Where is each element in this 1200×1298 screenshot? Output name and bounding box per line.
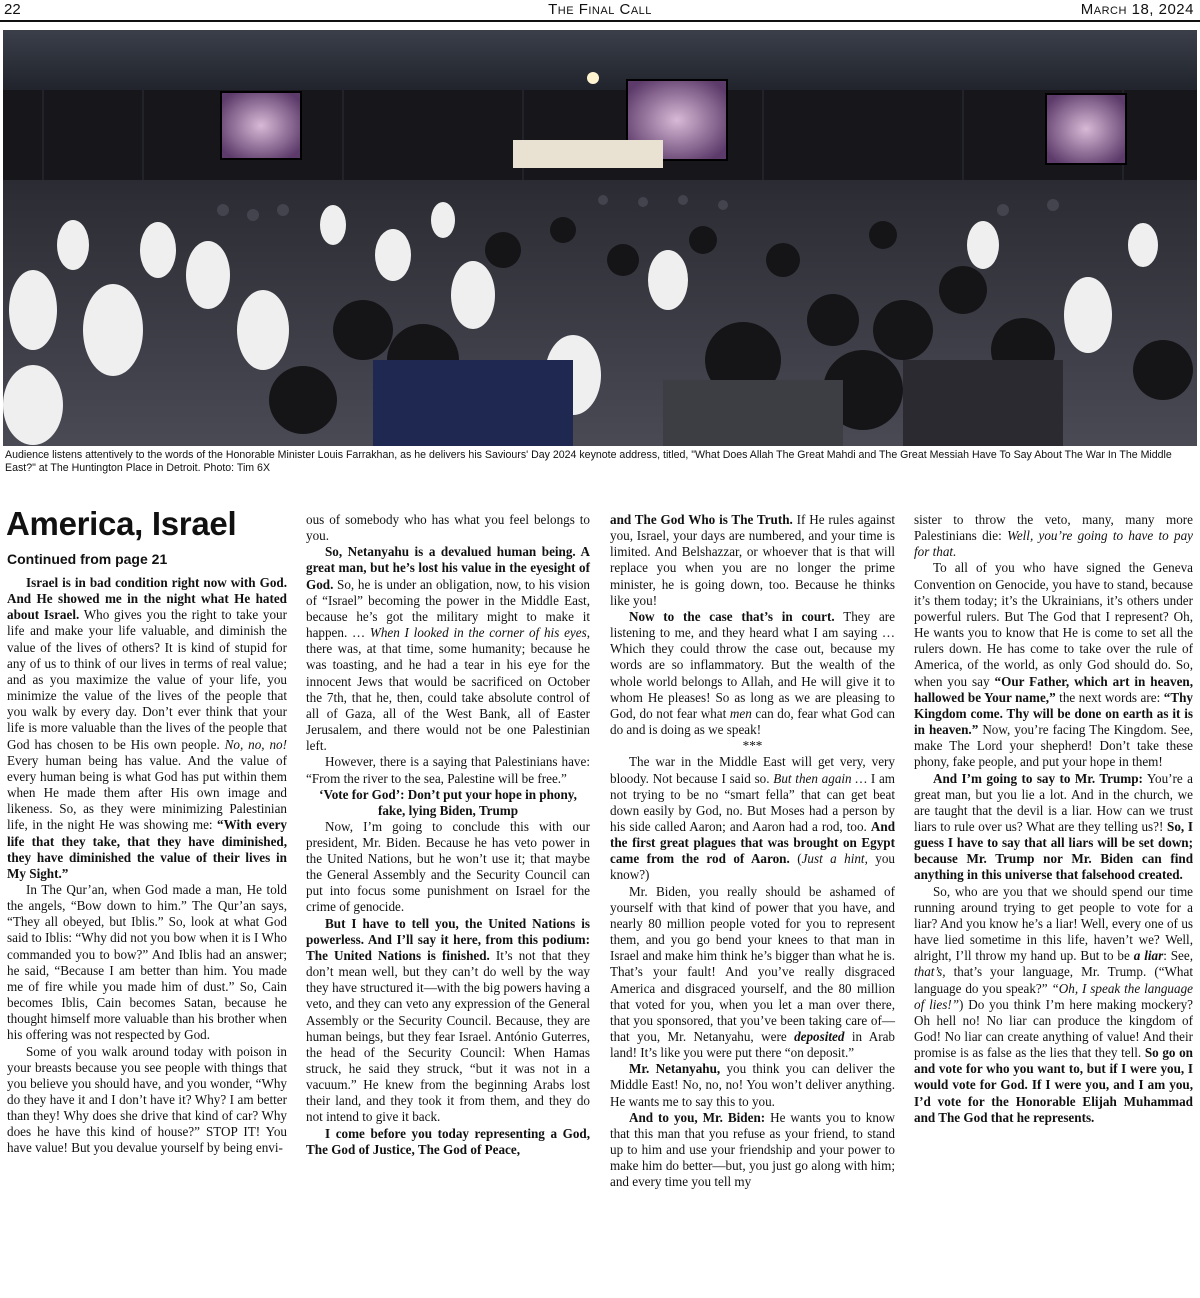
section-break: *** [742,738,763,754]
paragraph: ous of somebody who has what you feel belongs to you. [306,512,590,544]
paragraph: Some of you walk around today with poison in your breasts because you see people with things that you believe you should have, and you wonder, “Why do they have it and I don’t have it? Why? I am better than they! Why does she drive that kind of car? Why does he have this kind of house?” STOP IT! You have value! But you devalue yourself by being envi- [7,1043,287,1156]
continued-line: Continued from page 21 [7,551,168,567]
paragraph: In The Qur’an, when God made a man, He told the angels, “Bow down to him.” The Qur’an says, “They all obeyed, but Iblis.” So, look at what God said to Iblis: “Why did not you bow when it is I Who commanded you to bow?” And Iblis had an answer; he said, “Because I am better than him. You made me of fire while you made him of dust.” So, Cain becomes Iblis, Cain becomes Satan, because he thought himself more valuable than his brother when his offering was not respected by God. [7,881,287,1043]
paragraph: So, who are you that we should spend our time running around trying to get people to vote for a liar? And you know he’s a liar! Well, every one of us have lied sometime in this life, haven’t we? Well, alright, I’ll throw my hand up. But to be a liar: See, that’s, that’s your language, Mr. Trump. (“What language do you speak?” “Oh, I speak the language of lies!”) Do you think I’m here making mockery? Oh hell no! No liar can produce the kingdom of God! No liar can create anything of value! And their promise is as false as the lies that they tell. So go on and vote for who you want to, but if I were you, I would vote for God. If I were you, and I am you, I’d vote for the Honorable Elijah Muhammad and The God that he represents. [914,883,1193,1125]
paragraph: Now, I’m going to conclude this with our president, Mr. Biden. Because he has veto power in the United Nations, but he won’t use it; that maybe the General Assembly and the Security Council can put into focus some punishment on Israel for the crime of genocide. [306,818,590,915]
paragraph: sister to throw the veto, many, many more Palestinians die: Well, you’re going to have to pay for that. [914,512,1193,560]
publication-name: The Final Call [548,1,652,18]
issue-date: March 18, 2024 [1080,1,1194,18]
article-column-4 [914,512,1193,1126]
article-subhead: ‘Vote for God’: Don’t put your hope in phony, fake, lying Biden, Trump [319,786,577,818]
paragraph: And to you, Mr. Biden: He wants you to know that this man that you refuse as your friend, to stand up to him and use your friendship and your power to make him do better—but, you just go along with him; and every time you tell my [610,1109,895,1190]
paragraph: I come before you today representing a God, The God of Justice, The God of Peace, [306,1125,590,1157]
photo-caption: Audience listens attentively to the words of the Honorable Minister Louis Farrakhan, as he delivers his Saviours' Day 2024 keynote address, titled, "What Does Allah The Great Mahdi and The Great Messiah Have To Say About The War In The Middle East?" at The Huntington Place in Detroit. Photo: Tim 6X [5,449,1172,474]
article-column-2 [306,512,590,1158]
paragraph: The war in the Middle East will get very, very bloody. Not because I said so. But then again … I am not trying to be no “smart fella” that can get beat down easily by God, no. But Moses had a person by his side called Aaron; and Aaron had a rod, too. And the first great plagues that was brought on Egypt came from the rod of Aaron. (Just a hint, you know?) [610,754,896,883]
paragraph: To all of you who have signed the Geneva Convention on Genocide, you have to stand, because it’s them today; it’s the Ukrainians, it’s others under powerful rulers. But The God that I represent? Oh, He wants you to know that He is come to set all the rulers down. He has come to take over the rule of America, of the world, as only God should do. So, when you say “Our Father, which art in heaven, hallowed be Your name,” the next words are: “Thy Kingdom come. Thy will be done on earth as it is in heaven.” Now, you’re facing The Kingdom. See, make The Lord your shepherd! Don’t take these phony, fake people, and put your hope in them! [914,560,1194,770]
paragraph: Mr. Netanyahu, you think you can deliver the Middle East! No, no, no! You won’t deliver anything. He wants me to say this to you. [610,1061,896,1109]
photo-illustration [3,30,1197,446]
paragraph: Israel is in bad condition right now with God. And He showed me in the night what He hated about Israel. Who gives you the right to take your life and make your life valuable, and diminish the value of the lives of others? It is kind of stupid for any of us to think of our lives in terms of real value; and as you maximize the value of your life, you minimize the value of the lives of the people that you walk by every day. Don’t ever think that your life is more valuable than the lives of the people that God has chosen to be His own people. No, no, no! Every human being has value. And the value of every human being is what God has put within them when He made them after His own image and likeness. So, as they were minimizing Palestinian life, in the night He was showing me: “With every life that they take, that they have diminished, they have diminished the value of their lives in My Sight.” [7,575,287,881]
convention-photo [3,30,1197,446]
paragraph: Now to the case that’s in court. They are listening to me, and they heard what I am saying … Which they could throw the case out, because my words are so inflammatory. But the wealth of the whole world belongs to Allah, and He will give it to whom He pleases! So as long as we are pleasing to God, do not fear what men can do, fear what God can do and is doing as we speak! [610,608,896,738]
page-number: 22 [4,1,21,18]
paragraph: and The God Who is The Truth. If He rules against you, Israel, your days are numbered, and your time is limited. And Belshazzar, or whoever that is that will replace you when you are no longer the prime minister, he is going down, too. Because he thinks like you! [610,512,895,608]
page-header [0,0,1200,22]
paragraph: But I have to tell you, the United Nations is powerless. And I’ll say it here, from this podium: The United Nations is finished. It’s not that they don’t mean well, but they can’t do well by the way they have structured it—with the big powers having a veto, and they can veto any expression of the General Assembly or the Security Council. Because, they are human beings, but they fear Israel. António Guterres, the head of the Security Council: When Hamas struck, he said they struck, “but it was not in a vacuum.” He knew from the beginning Arabs lost their land, and they took it from them, and they do not intend to give it back. [306,915,590,1125]
paragraph: And I’m going to say to Mr. Trump: You’re a great man, but you lie a lot. And in the church, we are taught that the devil is a liar. How can we trust liars to rule over us? What are they telling us?! So, I guess I have to say that all liars will be set down; because Mr. Trump nor Mr. Biden can find anything in this universe that falsehood created. [914,770,1193,883]
paragraph: So, Netanyahu is a devalued human being. A great man, but he’s lost his value in the eyesight of God. So, he is under an obligation, now, to his vision of “Israel” becoming the power in the Middle East, because he’s got the military might to make it happen. … When I looked in the corner of his eyes, there was, at that time, some humanity; because he was toasting, and he had a tear in his eye for the innocent Jews that would be sacrificed on October the 7th, that he, then, could take absolute control of all of Gaza, all of the West Bank, all of Easter Jerusalem, and there would not be one Palestinian left. [306,544,590,754]
paragraph: However, there is a saying that Palestinians have: “From the river to the sea, Palestine will be free.” [306,754,590,786]
article-headline: America, Israel [6,505,237,542]
article-column-1 [7,575,287,1157]
paragraph: Mr. Biden, you really should be ashamed of yourself with that kind of power that you have, and nearly 80 million people voted for you to represent them, and you go bend your knees to that man in Israel and make him think he’s bigger than what he is. That’s your fault! And you’ve really disgraced America and disgraced yourself, and the 80 million that voted for you, when you let a man over there, that you sponsored, that you’ve been taking care of—that you, Mr. Netanyahu, were deposited in Arab land! It’s like you were put there “on deposit.” [610,883,895,1061]
article-column-3 [610,512,895,1191]
